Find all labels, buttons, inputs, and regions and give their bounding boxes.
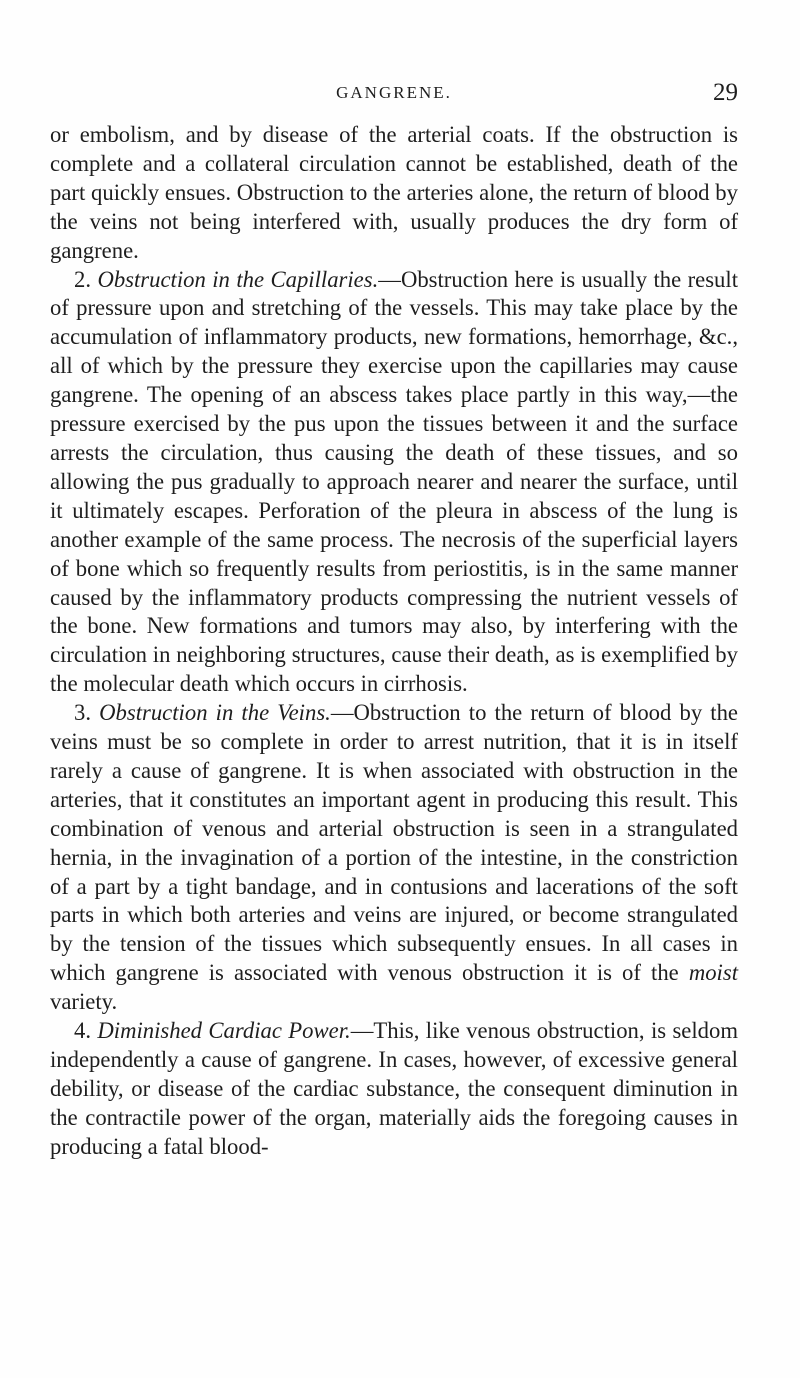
page-number: 29 <box>713 79 738 106</box>
section-heading: Obstruction in the Veins. <box>99 700 331 726</box>
paragraph-text: or embolism, and by disease of the arterial coats. If the obstruction is complete and a collateral circulation cannot be established, death of the part quickly ensues. Obstruction to the arteries alone, the return of blood by the veins not being interfered with, usually produces the dry form of gangrene. <box>50 122 738 263</box>
paragraph-continuation <box>50 121 738 266</box>
body-text <box>50 121 738 1162</box>
paragraph-text: —This, like venous obstruction, is seldom independently a cause of gangrene. In cases, however, of excessive general debility, or disease of the cardiac substance, the consequent diminution in the contractile power of the organ, materially aids the foregoing causes in producing a fatal blood- <box>50 1018 738 1159</box>
emphasis-word: moist <box>688 960 738 986</box>
paragraph-text-end: variety. <box>50 989 118 1015</box>
section-heading: Diminished Cardiac Power. <box>97 1018 351 1044</box>
section-heading: Obstruction in the Capillaries. <box>97 266 379 292</box>
paragraph-text: —Obstruction here is usually the result of pressure upon and stretching of the vessels. This may take place by the accumulation of inflammatory products, new formations, hemorrhage, &c., all of which by the pressure they exercise upon the capillaries may cause gangrene. The opening of an abscess takes place partly in this way,—the pressure exercised by the pus upon the tissues between it and the surface arrests the circulation, thus causing the death of these tissues, and so allowing the pus gradually to approach nearer and nearer the surface, until it ultimately escapes. Perforation of the pleura in abscess of the lung is another example of the same process. The necrosis of the superficial layers of bone which so frequently results from periostitis, is in the same manner caused by the inflammatory products compressing the nutrient vessels of the bone. New formations and tumors may also, by interfering with the circulation in neighboring structures, cause their death, as is exemplified by the molecular death which occurs in cirrhosis. <box>50 266 738 697</box>
paragraph-veins <box>50 699 738 1017</box>
section-number: 3. <box>74 700 92 726</box>
paragraph-text: —Obstruction to the return of blood by the veins must be so complete in order to arrest nutrition, that it is in itself rarely a cause of gangrene. It is when associated with obstruction in the arteries, that it constitutes an important agent in producing this result. This combination of venous and arterial obstruction is seen in a strangulated hernia, in the invagination of a portion of the intestine, in the constriction of a part by a tight bandage, and in contusions and lacerations of the soft parts in which both arteries and veins are injured, or become strangulated by the tension of the tissues which subsequently ensues. In all cases in which gangrene is associated with venous obstruction it is of the <box>50 700 739 986</box>
paragraph-capillaries <box>50 266 738 700</box>
paragraph-cardiac-power <box>50 1017 738 1162</box>
section-number: 2. <box>74 266 92 292</box>
section-number: 4. <box>74 1018 92 1044</box>
running-header <box>50 79 738 107</box>
running-title: GANGRENE. <box>336 83 452 102</box>
